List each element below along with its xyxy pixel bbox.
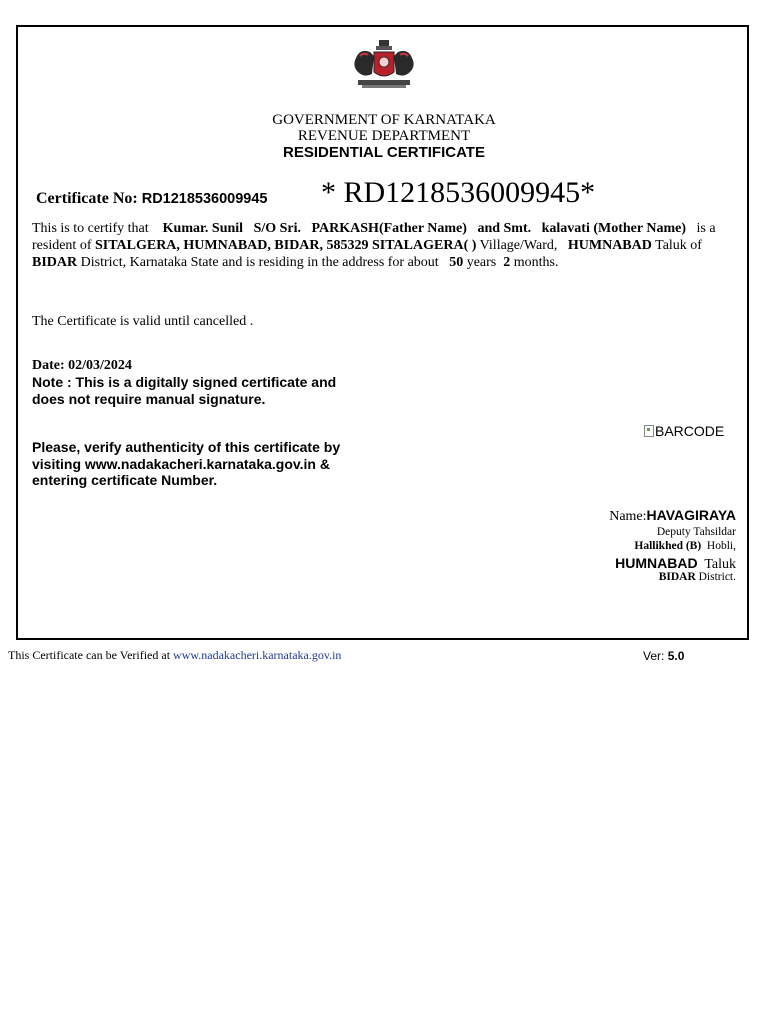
signer-taluk-label: Taluk [704, 557, 736, 572]
footer-verify [8, 648, 341, 663]
mother-name: kalavati (Mother Name) [541, 221, 686, 236]
years-label: years [466, 255, 497, 270]
father-name: PARKASH(Father Name) [311, 221, 467, 236]
certificate-number-value: RD1218536009945 [141, 191, 268, 207]
certificate-number-label: Certificate No: [36, 190, 138, 207]
body-intro: This is to certify that [32, 221, 149, 236]
signer-designation: Deputy Tahsildar [656, 526, 736, 538]
certificate-title: RESIDENTIAL CERTIFICATE [283, 144, 485, 161]
taluk: HUMNABAD [567, 238, 652, 253]
department-heading: REVENUE DEPARTMENT [297, 128, 471, 144]
years-value: 50 [449, 255, 464, 270]
holder-name: Kumar. Sunil [162, 221, 244, 236]
government-heading: GOVERNMENT OF KARNATAKA [272, 112, 496, 128]
version-info [643, 649, 684, 663]
signer-name-label: Name: [609, 509, 647, 524]
and-smt: and Smt. [477, 221, 532, 236]
validity-text: The Certificate is valid until cancelled . [32, 314, 254, 329]
version-value: 5.0 [667, 649, 685, 663]
signer-name [609, 507, 736, 525]
months-label: months. [513, 255, 559, 270]
karnataka-emblem-icon [350, 38, 418, 92]
signer-hobli [634, 540, 736, 552]
digital-signature-note: Note : This is a digitally signed certificate and does not require manual signature. [32, 374, 337, 407]
signer-district-name: BIDAR [658, 571, 696, 583]
hobli-label: Hobli, [706, 540, 736, 552]
address: SITALGERA, HUMNABAD, BIDAR, 585329 SITALAGERA( ) [94, 238, 477, 253]
barcode-text: * RD1218536009945* [321, 176, 596, 209]
issue-date: Date: 02/03/2024 [32, 358, 132, 373]
taluk-of: Taluk of [655, 238, 702, 253]
resident-of: is a resident of [32, 221, 716, 253]
version-label: Ver: [643, 649, 665, 663]
footer-verify-link[interactable]: www.nadakacheri.karnataka.gov.in [173, 648, 342, 662]
hobli-name: Hallikhed (B) [634, 540, 702, 552]
district-rest: District, Karnataka State and is residing in the address for about [80, 255, 439, 270]
signer-name-value: HAVAGIRAYA [646, 507, 736, 523]
signer-district [659, 571, 736, 583]
barcode-alt-text: BARCODE [655, 423, 725, 439]
months-value: 2 [503, 255, 511, 270]
signer-district-label: District. [698, 571, 736, 583]
barcode-image [644, 423, 724, 439]
holder-relation: S/O Sri. [253, 221, 302, 236]
certificate-number [36, 190, 268, 208]
village-ward: Village/Ward, [479, 238, 558, 253]
broken-image-icon [644, 425, 654, 437]
footer-verify-text: This Certificate can be Verified at [8, 648, 171, 662]
signer-taluk-name: HUMNABAD [615, 555, 698, 571]
district: BIDAR [32, 255, 78, 270]
verify-authenticity-note: Please, verify authenticity of this certificate by visiting www.nadakacheri.karnataka.gov.in & entering certificate Number. [32, 439, 341, 488]
certificate-body [32, 220, 732, 271]
